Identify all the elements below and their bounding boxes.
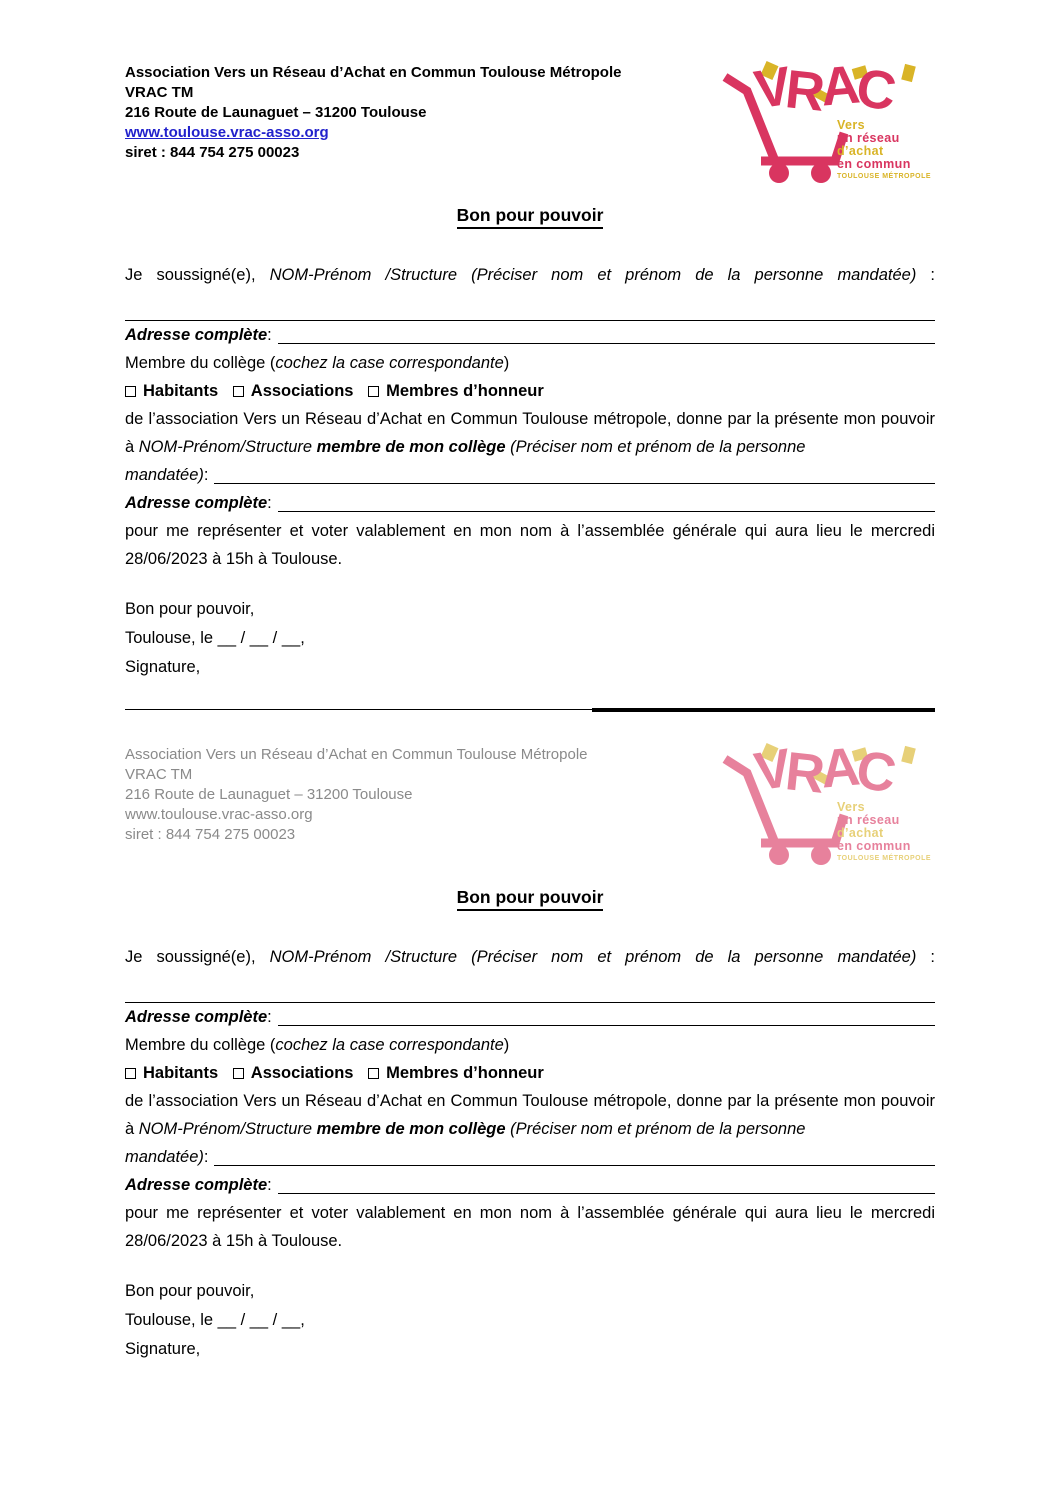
mandate-paragraph: de l’association Vers un Réseau d’Achat en Commun Toulouse métropole, donne par la présente mon pouvoir à NOM-Prénom/Structure membre de mon collège (Préciser nom et prénom de la personne: [125, 1092, 935, 1138]
vrac-logo-faded: [717, 736, 935, 867]
logo-letter: A: [818, 54, 863, 118]
address2-blank-field[interactable]: [278, 1193, 935, 1194]
checkbox-associations[interactable]: [233, 1068, 244, 1079]
closing-paragraph: pour me représenter et voter valablement en mon nom à l’assemblée générale qui aura lieu le mercredi 28/06/2023 à 15h à Toulouse.: [125, 1204, 935, 1250]
website-link[interactable]: www.toulouse.vrac-asso.org: [125, 124, 329, 141]
siret-number: siret : 844 754 275 00023: [125, 826, 296, 843]
logo-letter: A: [818, 736, 863, 800]
checkbox-habitants[interactable]: [125, 386, 136, 397]
proxy-form-section-1: [125, 54, 935, 682]
association-name: Association Vers un Réseau d’Achat en Commun Toulouse Métropole: [125, 746, 588, 763]
sign-line-2: Toulouse, le __ / __ / __,: [125, 629, 305, 647]
logo-tagline: Vers un réseau d’achat en commun: [837, 800, 911, 853]
logo-wordmark: [750, 736, 901, 805]
logo-letter: V: [750, 737, 796, 803]
address-blank-field[interactable]: [278, 1025, 935, 1026]
sign-line-1: Bon pour pouvoir,: [125, 1282, 255, 1300]
name-blank-field[interactable]: [125, 289, 935, 321]
checkbox-habitants[interactable]: [125, 1068, 136, 1079]
logo-letter: R: [782, 59, 828, 123]
college-checkbox-row: Habitants Associations Membres d’honneur: [125, 377, 935, 405]
address-blank-field[interactable]: [278, 343, 935, 344]
form-title-wrap: [125, 887, 935, 911]
association-address-block-2: [125, 745, 588, 845]
checkbox-associations[interactable]: [233, 386, 244, 397]
association-street: 216 Route de Launaguet – 31200 Toulouse: [125, 104, 427, 121]
form-title: Bon pour pouvoir: [457, 887, 604, 911]
logo-tagline: Vers un réseau d’achat en commun: [837, 118, 911, 171]
logo-letter: C: [852, 739, 901, 805]
mandatee-blank-field[interactable]: [214, 483, 935, 484]
sign-line-3: Signature,: [125, 1340, 201, 1358]
address-row-2: Adresse complète :: [125, 489, 935, 517]
proxy-form-section-2: [125, 736, 935, 1364]
intro-line: Je soussigné(e), NOM-Prénom /Structure (Préciser nom et prénom de la personne mandatée) :: [125, 948, 935, 966]
form-title-wrap: [125, 205, 935, 229]
signature-block: [125, 595, 935, 682]
closing-paragraph: pour me représenter et voter valablement en mon nom à l’assemblée générale qui aura lieu le mercredi 28/06/2023 à 15h à Toulouse.: [125, 522, 935, 568]
name-blank-field[interactable]: [125, 971, 935, 1003]
section-divider: [125, 708, 935, 713]
association-street: 216 Route de Launaguet – 31200 Toulouse: [125, 786, 413, 803]
college-line: Membre du collège (cochez la case correspondante): [125, 354, 510, 372]
association-short-name: VRAC TM: [125, 84, 194, 101]
address-row-2: Adresse complète :: [125, 1171, 935, 1199]
section2-header: [125, 736, 935, 867]
section1-header: [125, 54, 935, 185]
association-address-block: [125, 63, 621, 163]
sign-line-3: Signature,: [125, 658, 201, 676]
logo-letter: C: [852, 57, 901, 123]
checkbox-membres-honneur[interactable]: [368, 1068, 379, 1079]
college-line: Membre du collège (cochez la case correspondante): [125, 1036, 510, 1054]
intro-line: Je soussigné(e), NOM-Prénom /Structure (Préciser nom et prénom de la personne mandatée) :: [125, 266, 935, 284]
divider-thin-segment: [125, 709, 592, 710]
logo-region-label: TOULOUSE MÉTROPOLE: [837, 173, 932, 180]
vrac-logo: [717, 54, 935, 185]
mandatee-blank-field[interactable]: [214, 1165, 935, 1166]
form-title: Bon pour pouvoir: [457, 205, 604, 229]
association-short-name: VRAC TM: [125, 766, 193, 783]
sign-line-1: Bon pour pouvoir,: [125, 600, 255, 618]
divider-thick-segment: [592, 708, 935, 712]
association-name: Association Vers un Réseau d’Achat en Commun Toulouse Métropole: [125, 64, 622, 81]
address2-blank-field[interactable]: [278, 511, 935, 512]
logo-region-label: TOULOUSE MÉTROPOLE: [837, 855, 932, 862]
sign-line-2: Toulouse, le __ / __ / __,: [125, 1311, 305, 1329]
address-row-1: Adresse complète :: [125, 1003, 935, 1031]
checkbox-membres-honneur[interactable]: [368, 386, 379, 397]
logo-letter: V: [750, 55, 796, 121]
mandatee-row: mandatée) :: [125, 1143, 935, 1171]
siret-number: siret : 844 754 275 00023: [125, 144, 300, 161]
mandate-paragraph: de l’association Vers un Réseau d’Achat en Commun Toulouse métropole, donne par la présente mon pouvoir à NOM-Prénom/Structure membre de mon collège (Préciser nom et prénom de la personne: [125, 410, 935, 456]
mandatee-row: mandatée) :: [125, 461, 935, 489]
address-row-1: Adresse complète :: [125, 321, 935, 349]
website-text: www.toulouse.vrac-asso.org: [125, 806, 313, 823]
college-checkbox-row: Habitants Associations Membres d’honneur: [125, 1059, 935, 1087]
logo-letter: R: [782, 741, 828, 805]
logo-wordmark: [750, 54, 901, 123]
signature-block: [125, 1277, 935, 1364]
